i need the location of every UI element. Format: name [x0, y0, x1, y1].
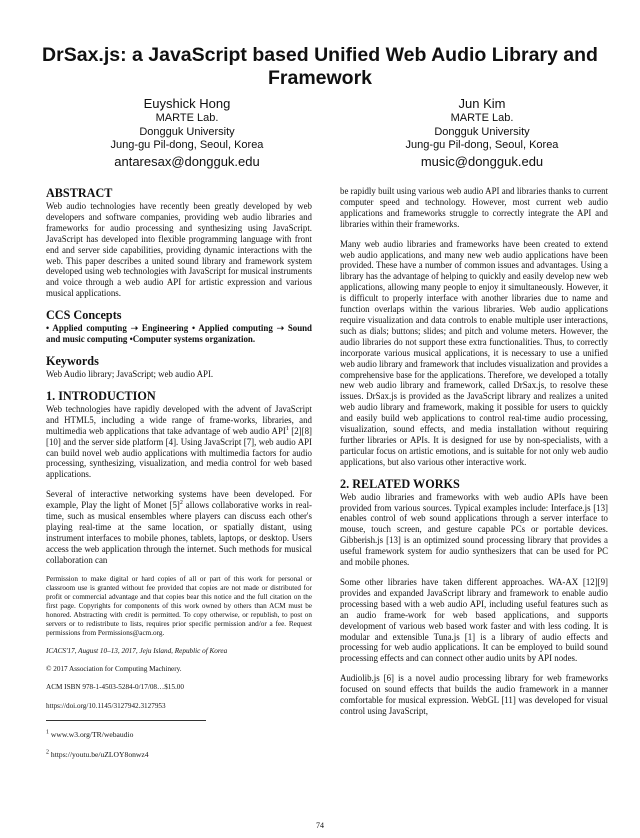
conference-info: ICACS'17, August 10–13, 2017, Jeju Island, Republic of Korea — [46, 647, 228, 656]
introduction-paragraph-2 — [46, 489, 312, 565]
body-paragraph: Web audio libraries and frameworks with web audio APIs have been provided from various sources. Typical examples include: Interface.js [13] enables control of web sound applications through a server interface to mouse, touch screen, and gesture capable PCs or portable devices. Gibberish.js [13] is an optimized sound processing library that provides a useful framework system for audio synthesizers that can be used for PC and mobile phones. — [340, 491, 608, 568]
abstract-text: Web audio technologies have recently been greatly developed by web developers and software companies, providing web audio libraries and frameworks for audio processing and synthesizing using JavaScript. JavaScript has developed into flexible programming language with front end and server side capabilities, providing dynamic interactions with the web. This paper describes a united sound library and framework system developed using web technologies with JavaScript for musical instruments and voice through a web audio API for artistic expression and various musical applications. — [46, 201, 312, 299]
isbn-line: ACM ISBN 978-1-4503-5284-0/17/08…$15.00 — [46, 683, 184, 692]
body-paragraph: be rapidly built using various web audio API and libraries thanks to current computer speed and technology. However, most current web audio applications and frameworks struggle to correctly integrate the API and libraries within their frameworks. — [340, 186, 608, 229]
introduction-heading: 1. INTRODUCTION — [46, 388, 156, 403]
footnote-number: 1 — [46, 729, 49, 736]
author-email: antaresax@dongguk.edu — [114, 153, 260, 169]
left-column — [46, 186, 312, 769]
doi-link[interactable]: https://doi.org/10.1145/3127942.3127953 — [46, 701, 166, 710]
author-email: music@dongguk.edu — [420, 153, 544, 169]
ccs-heading: CCS Concepts — [46, 308, 122, 323]
author-block-1 — [57, 95, 317, 170]
related-works-heading: 2. RELATED WORKS — [340, 476, 460, 491]
intro-text: Several of interactive networking systems have been developed. For example, Play the light of Monet [5] — [46, 489, 312, 511]
keywords-heading: Keywords — [46, 353, 99, 368]
footnote-marker: 1 — [285, 425, 289, 432]
footnote — [46, 749, 312, 760]
author-university: Dongguk University — [434, 125, 530, 138]
keywords-text: Web Audio library; JavaScript; web audio API. — [46, 368, 214, 379]
body-paragraph: Many web audio libraries and frameworks have been created to extend web audio applications, and many new web audio applications have been provided. These have a number of common issues and advantages. Using a library has the advantage of helping to quickly and easily develop new web applications, allowing many people to enjoy it simultaneously. However, it is difficult to properly interface with another libraries due to name and function overlaps within the various libraries. Web audio applications require visualization and data controls to enable multiple user interactions, such as dials; buttons; slides; and pitch and volume meters. However, the audio libraries do not support these extra functionalities. Thus, to correctly incorporate various musical applications, it is necessary to use a unified web audio library and framework that includes visualization and provides a comprehensive base for the applications. Therefore, we developed a totally new web audio library and framework, called DrSax.js, to resolve these issues. DrSax.js is provided as the JavaScript library and realizes a united web audio library and framework, making it possible for users to quickly and easily build web applications to control real-time audio processing, visualization, sound effects, and media installation without requiring further libraries or APIs. It is designed for use by non-specialists, with a particular focus on artistic emotions, and is suitable for not only web audio applications, but also various other interactive work. — [340, 238, 608, 467]
author-university: Dongguk University — [139, 125, 235, 138]
introduction-paragraph-1 — [46, 404, 312, 480]
permission-notice: Permission to make digital or hard copies of all or part of this work for personal or classroom use is granted without fee provided that copies are not made or distributed for profit or commercial advantage and that copies bear this notice and the full citation on the first page. Copyrights for components of this work owned by others than ACM must be honored. Abstracting with credit is permitted. To copy otherwise, or republish, to post on servers or to redistribute to lists, requires prior specific permission and/or a fee. Request permissions from Permissions@acm.org. — [46, 574, 312, 638]
ccs-text: • Applied computing ➝ Engineering • Applied computing ➝ Sound and music computing •Computer systems organization. — [46, 323, 312, 345]
footnote-divider — [46, 720, 206, 721]
author-block-2 — [352, 95, 612, 170]
intro-text: allows collaborative works in real-time, such as musical ensembles where players can discuss each other's playing real-time at the same location, or spatially distant, using instrument interfaces to mobile phones, tablets, laptops, or desktop. Users access the web application through the internet. Such methods for musical collaboration can — [46, 500, 312, 565]
copyright-line: © 2017 Association for Computing Machinery. — [46, 665, 182, 674]
author-lab: MARTE Lab. — [155, 112, 219, 124]
intro-text: [2][8][10] and the server side platform [4]. Using JavaScript [7], web audio API can build novel web audio applications with multimedia factors for audio processing, synthesizing, visualization, and media control for web based applications. — [46, 425, 312, 480]
paper-title: DrSax.js: a JavaScript based Unified Web Audio Library and Framework — [42, 44, 598, 89]
right-column — [340, 186, 608, 726]
footnote-number: 2 — [46, 749, 49, 756]
author-address: Jung-gu Pil-dong, Seoul, Korea — [405, 139, 559, 151]
author-lab: MARTE Lab. — [450, 112, 514, 124]
author-address: Jung-gu Pil-dong, Seoul, Korea — [110, 139, 264, 151]
page-number: 74 — [316, 821, 324, 830]
footnote-marker: 2 — [179, 500, 183, 507]
footnote — [46, 729, 312, 740]
footnote-link[interactable]: https://youtu.be/uZLOY8onwz4 — [50, 749, 149, 759]
body-paragraph: Some other libraries have taken different approaches. WA-AX [12][9] provides and expanded JavaScript library and framework to enable audio processing based with a web audio API, including useful features such as an audio frame-work for web based applications, and supports development of various web based work faster and with less coding. It is modular and extensible Tuna.js [1] is a library of audio effects and processing for web audio applications. It can be employed to build sound processing effects and can connect other audio units by API nodes. — [340, 577, 608, 664]
author-name: Jun Kim — [458, 96, 506, 111]
abstract-heading: ABSTRACT — [46, 186, 113, 200]
intro-text: Web technologies have rapidly developed with the advent of JavaScript and HTML5, including a wide range of frame-works, libraries, and multimedia web applications that take advantage of web audio API — [46, 403, 312, 436]
author-name: Euyshick Hong — [143, 96, 231, 111]
footnote-link[interactable]: www.w3.org/TR/webaudio — [50, 729, 134, 739]
body-paragraph: Audiolib.js [6] is a novel audio processing library for web frameworks focused on sound effects that builds the audio framework in a manner comfortable for musical expression. WebGL [11] was developed for visual control using JavaScript, — [340, 673, 608, 716]
